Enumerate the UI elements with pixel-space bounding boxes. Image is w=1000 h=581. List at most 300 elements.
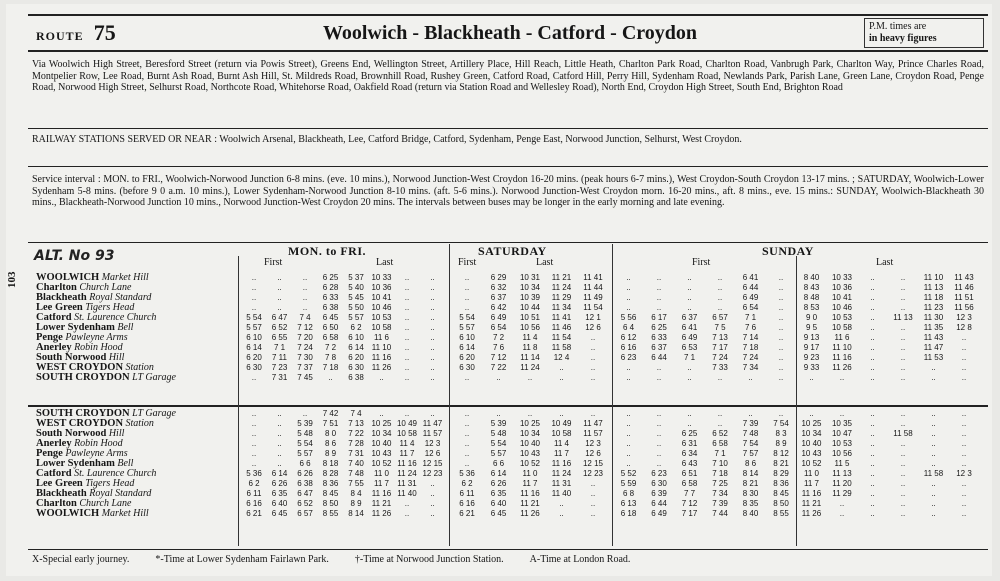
time-cell: .. bbox=[430, 273, 435, 282]
time-cell: .. bbox=[626, 283, 631, 292]
time-cell: .. bbox=[900, 333, 906, 342]
time-cell: .. bbox=[277, 409, 282, 418]
time-cell: .. bbox=[656, 419, 662, 428]
time-cell: .. bbox=[900, 303, 906, 312]
time-cell: 10 46 bbox=[831, 303, 853, 312]
time-cell: .. bbox=[656, 283, 662, 292]
time-cell: 11 40 bbox=[551, 489, 572, 498]
route-box bbox=[28, 20, 156, 46]
time-cell: 11 7 bbox=[522, 479, 538, 488]
time-cell: 10 40 bbox=[801, 439, 822, 448]
pm-note-line1: P.M. times are bbox=[869, 21, 927, 32]
time-cell: 6 58 bbox=[712, 439, 728, 448]
time-cell: 11 18 bbox=[923, 293, 944, 302]
time-cell: 6 38 bbox=[348, 373, 364, 382]
time-cell: .. bbox=[900, 459, 906, 468]
time-cell: 6 25 bbox=[322, 273, 339, 282]
time-cell: 11 31 bbox=[551, 479, 572, 488]
time-cell: 6 40 bbox=[490, 499, 507, 508]
time-cell: 12 4 bbox=[553, 353, 570, 362]
time-cell: 7 24 bbox=[742, 353, 759, 362]
time-cell: 12 3 bbox=[585, 439, 601, 448]
time-cell: .. bbox=[302, 409, 308, 418]
time-cell: 7 12 bbox=[681, 499, 698, 508]
time-cell: 11 16 bbox=[832, 353, 852, 362]
stop-row bbox=[36, 439, 236, 449]
time-cell: 9 17 bbox=[803, 343, 820, 352]
time-cell: 11 10 bbox=[371, 343, 392, 352]
time-cell: .. bbox=[870, 333, 875, 342]
time-cell: .. bbox=[251, 429, 257, 438]
time-cell: .. bbox=[900, 293, 906, 302]
time-cell: 9 13 bbox=[803, 333, 820, 342]
time-cell: .. bbox=[430, 409, 435, 418]
time-cell: 7 42 bbox=[322, 409, 339, 418]
time-cell: 6 49 bbox=[651, 509, 667, 518]
time-cell: 6 39 bbox=[651, 489, 667, 498]
sunday-last: Last bbox=[876, 257, 894, 268]
time-cell: .. bbox=[626, 419, 631, 428]
time-cell: .. bbox=[717, 273, 723, 282]
time-cell: .. bbox=[277, 419, 282, 428]
time-cell: 11 29 bbox=[551, 293, 572, 302]
time-cell: .. bbox=[900, 373, 906, 382]
time-cell: .. bbox=[251, 283, 257, 292]
time-cell: .. bbox=[778, 343, 784, 352]
divider bbox=[28, 242, 988, 243]
time-cell: .. bbox=[404, 293, 410, 302]
time-cell: 10 39 bbox=[519, 293, 541, 302]
time-cell: .. bbox=[778, 409, 784, 418]
time-cell: .. bbox=[900, 489, 906, 498]
time-cell: 11 24 bbox=[551, 469, 572, 478]
time-cell: .. bbox=[870, 303, 875, 312]
saturday-first: First bbox=[458, 257, 477, 268]
time-cell: 8 12 bbox=[773, 449, 789, 458]
route-header bbox=[28, 14, 988, 52]
time-cell: 7 40 bbox=[348, 459, 364, 468]
time-cell: 11 41 bbox=[583, 273, 603, 282]
time-cell: 11 21 bbox=[801, 499, 822, 508]
time-cell: 10 41 bbox=[371, 293, 392, 302]
time-cell: 10 52 bbox=[801, 459, 822, 468]
time-cell: .. bbox=[870, 479, 875, 488]
time-cell: 11 58 bbox=[923, 469, 944, 478]
time-cell: .. bbox=[687, 409, 692, 418]
time-cell: 8 0 bbox=[324, 429, 337, 438]
time-cell: 6 41 bbox=[742, 273, 759, 282]
time-cell: 8 28 bbox=[322, 469, 339, 478]
stop-row bbox=[36, 459, 236, 469]
stop-name: Blackheath bbox=[36, 489, 87, 499]
time-cell: 7 55 bbox=[348, 479, 364, 488]
section-sunday: SUNDAY bbox=[762, 244, 814, 258]
sunday-first: First bbox=[692, 257, 711, 268]
time-cell: 5 36 bbox=[459, 469, 475, 478]
time-cell: 8 40 bbox=[742, 509, 759, 518]
footnote-special: X-Special early journey. bbox=[32, 554, 130, 565]
time-cell: 8 55 bbox=[322, 509, 339, 518]
time-cell: 6 4 bbox=[622, 323, 635, 332]
stop-row bbox=[36, 429, 236, 439]
time-cell: 6 40 bbox=[271, 499, 288, 508]
time-cell: 6 37 bbox=[651, 343, 667, 352]
time-cell: 11 0 bbox=[804, 469, 819, 478]
time-cell: .. bbox=[404, 303, 410, 312]
stop-row bbox=[36, 509, 236, 519]
time-cell: 7 39 bbox=[742, 419, 759, 428]
time-cell: 6 41 bbox=[681, 323, 698, 332]
time-cell: 8 53 bbox=[803, 303, 820, 312]
stop-row bbox=[36, 353, 236, 363]
stop-name: SOUTH CROYDON bbox=[36, 373, 130, 383]
time-cell: .. bbox=[809, 373, 814, 382]
time-cell: .. bbox=[839, 509, 845, 518]
stop-name: Charlton bbox=[36, 283, 77, 293]
time-cell: 11 24 bbox=[551, 283, 572, 292]
time-cell: .. bbox=[464, 373, 470, 382]
time-cell: 8 14 bbox=[348, 509, 364, 518]
time-cell: 11 21 bbox=[520, 499, 540, 508]
time-cell: 11 16 bbox=[520, 489, 540, 498]
time-cell: 8 35 bbox=[742, 499, 759, 508]
time-cell: 5 39 bbox=[297, 419, 313, 428]
stop-detail: LT Garage bbox=[132, 373, 176, 383]
time-cell: 11 21 bbox=[551, 273, 572, 282]
time-cell: 6 16 bbox=[459, 499, 475, 508]
stop-row bbox=[36, 449, 236, 459]
time-cell: .. bbox=[687, 373, 692, 382]
direction-divider bbox=[28, 405, 988, 407]
stop-row bbox=[36, 333, 236, 343]
stop-name: Penge bbox=[36, 449, 63, 459]
time-cell: .. bbox=[590, 409, 596, 418]
time-cell: .. bbox=[870, 409, 875, 418]
time-cell: 11 35 bbox=[923, 323, 944, 332]
time-cell: 7 57 bbox=[742, 449, 759, 458]
time-cell: .. bbox=[464, 273, 470, 282]
time-cell: 7 6 bbox=[744, 323, 757, 332]
stop-row bbox=[36, 409, 236, 419]
time-cell: 9 23 bbox=[803, 353, 820, 362]
time-cell: .. bbox=[961, 509, 967, 518]
time-cell: .. bbox=[277, 459, 282, 468]
time-cell: 6 50 bbox=[322, 323, 339, 332]
time-cell: .. bbox=[778, 313, 784, 322]
time-cell: 11 6 bbox=[834, 333, 850, 342]
time-cell: .. bbox=[559, 509, 564, 518]
time-cell: 7 33 bbox=[712, 363, 728, 372]
time-cell: .. bbox=[900, 509, 906, 518]
monfri-last: Last bbox=[376, 257, 394, 268]
stop-name: Charlton bbox=[36, 499, 77, 509]
time-cell: .. bbox=[656, 273, 662, 282]
time-cell: 6 52 bbox=[297, 499, 313, 508]
time-cell: 6 25 bbox=[651, 323, 667, 332]
time-cell: 10 52 bbox=[371, 459, 392, 468]
time-cell: .. bbox=[931, 509, 936, 518]
time-cell: 11 23 bbox=[923, 303, 944, 312]
time-cell: .. bbox=[656, 429, 662, 438]
time-cell: .. bbox=[961, 499, 967, 508]
time-cell: 8 14 bbox=[742, 469, 759, 478]
route-label: ROUTE bbox=[36, 29, 84, 43]
route-title: Woolwich - Blackheath - Catford - Croydon bbox=[322, 21, 698, 44]
time-cell: 10 35 bbox=[831, 419, 853, 428]
time-cell: 8 21 bbox=[742, 479, 759, 488]
time-cell: .. bbox=[328, 373, 333, 382]
time-cell: 10 58 bbox=[396, 429, 418, 438]
time-cell: 6 34 bbox=[681, 449, 698, 458]
time-cell: 7 34 bbox=[742, 363, 759, 372]
time-cell: .. bbox=[931, 429, 936, 438]
stop-name: Blackheath bbox=[36, 293, 87, 303]
time-cell: .. bbox=[778, 323, 784, 332]
time-cell: 7 18 bbox=[712, 469, 728, 478]
time-cell: 11 54 bbox=[551, 333, 572, 342]
time-cell: 6 35 bbox=[271, 489, 288, 498]
time-cell: .. bbox=[931, 409, 936, 418]
time-cell: 7 51 bbox=[322, 419, 339, 428]
time-cell: 6 38 bbox=[297, 479, 313, 488]
time-cell: 12 6 bbox=[585, 323, 601, 332]
time-cell: 9 5 bbox=[805, 323, 818, 332]
time-cell: .. bbox=[656, 449, 662, 458]
time-cell: .. bbox=[559, 373, 564, 382]
time-cell: .. bbox=[870, 323, 875, 332]
time-cell: 11 47 bbox=[422, 419, 443, 428]
time-cell: 6 20 bbox=[348, 353, 364, 362]
time-cell: .. bbox=[496, 373, 501, 382]
time-cell: 7 24 bbox=[297, 343, 313, 352]
time-cell: 7 1 bbox=[714, 449, 726, 458]
time-cell: .. bbox=[748, 409, 753, 418]
time-cell: .. bbox=[626, 293, 631, 302]
time-cell: 11 7 bbox=[399, 449, 415, 458]
time-cell: 6 57 bbox=[297, 509, 313, 518]
time-cell: 7 25 bbox=[712, 479, 728, 488]
time-cell: 11 53 bbox=[923, 353, 944, 362]
time-cell: 10 49 bbox=[551, 419, 572, 428]
time-cell: 11 6 bbox=[374, 333, 389, 342]
time-cell: .. bbox=[251, 273, 257, 282]
time-cell: 8 6 bbox=[324, 439, 337, 448]
time-cell: .. bbox=[870, 293, 875, 302]
time-cell: 7 20 bbox=[297, 333, 313, 342]
stop-detail: Bell bbox=[117, 323, 134, 333]
time-cell: 11 13 bbox=[923, 283, 944, 292]
time-cell: 7 54 bbox=[773, 419, 789, 428]
time-cell: .. bbox=[277, 303, 282, 312]
time-cell: 6 53 bbox=[681, 343, 698, 352]
time-cell: .. bbox=[626, 409, 631, 418]
stop-detail: Station bbox=[125, 419, 154, 429]
stop-detail: Bell bbox=[117, 459, 134, 469]
time-cell: .. bbox=[931, 489, 936, 498]
time-cell: 7 37 bbox=[297, 363, 313, 372]
time-cell: .. bbox=[590, 333, 596, 342]
time-cell: 6 10 bbox=[459, 333, 475, 342]
time-cell: .. bbox=[870, 489, 875, 498]
time-cell: .. bbox=[430, 353, 435, 362]
time-cell: 11 47 bbox=[923, 343, 944, 352]
time-cell: .. bbox=[404, 313, 410, 322]
time-cell: .. bbox=[931, 439, 936, 448]
time-cell: 11 58 bbox=[551, 343, 572, 352]
page-number: 103 bbox=[6, 271, 18, 288]
time-cell: .. bbox=[931, 363, 936, 372]
time-cell: .. bbox=[870, 313, 875, 322]
time-cell: .. bbox=[778, 363, 784, 372]
time-cell: 6 33 bbox=[651, 333, 667, 342]
time-cell: 11 14 bbox=[520, 353, 540, 362]
footnote-lower-sydenham: *-Time at Lower Sydenham Fairlawn Park. bbox=[155, 554, 329, 565]
stop-row bbox=[36, 373, 236, 383]
time-cell: .. bbox=[464, 449, 470, 458]
time-cell: 11 13 bbox=[832, 469, 852, 478]
time-cell: 11 7 bbox=[374, 479, 389, 488]
time-cell: 8 50 bbox=[773, 499, 789, 508]
time-cell: .. bbox=[870, 439, 875, 448]
time-cell: 6 13 bbox=[620, 499, 637, 508]
time-cell: .. bbox=[430, 499, 435, 508]
time-cell: 6 43 bbox=[681, 459, 698, 468]
time-cell: 7 4 bbox=[299, 313, 311, 322]
time-cell: .. bbox=[404, 343, 410, 352]
time-cell: .. bbox=[559, 499, 564, 508]
divider bbox=[28, 549, 988, 550]
time-cell: .. bbox=[277, 449, 282, 458]
time-cell: 11 7 bbox=[804, 479, 819, 488]
time-cell: .. bbox=[277, 283, 282, 292]
time-cell: 8 30 bbox=[742, 489, 759, 498]
time-cell: 11 46 bbox=[551, 323, 572, 332]
time-cell: 5 48 bbox=[490, 429, 507, 438]
time-cell: 7 5 bbox=[714, 323, 726, 332]
time-cell: .. bbox=[590, 353, 596, 362]
time-cell: 12 23 bbox=[582, 469, 604, 478]
time-cell: .. bbox=[656, 373, 662, 382]
time-cell: 7 45 bbox=[297, 373, 313, 382]
time-cell: 6 38 bbox=[322, 303, 339, 312]
time-cell: 6 32 bbox=[490, 283, 507, 292]
railway-stations: RAILWAY STATIONS SERVED OR NEAR : Woolwich Arsenal, Blackheath, Lee, Catford Bridge, Catford, Sydenham, Penge East, Norwood Junction, Selhurst, West Croydon. bbox=[32, 134, 742, 145]
stop-detail: Market Hill bbox=[101, 273, 149, 283]
stop-row bbox=[36, 313, 236, 323]
divider bbox=[28, 166, 988, 167]
time-cell: 6 44 bbox=[651, 353, 667, 362]
stop-name: South Norwood bbox=[36, 353, 107, 363]
time-cell: .. bbox=[430, 489, 435, 498]
time-cell: 12 6 bbox=[424, 449, 441, 458]
time-cell: .. bbox=[870, 429, 875, 438]
time-cell: 8 36 bbox=[773, 479, 789, 488]
time-cell: 11 54 bbox=[583, 303, 603, 312]
pm-note-line2: in heavy figures bbox=[869, 33, 937, 44]
time-cell: 7 22 bbox=[348, 429, 364, 438]
time-cell: .. bbox=[404, 323, 410, 332]
column-divider bbox=[612, 244, 613, 546]
timetable-sheet bbox=[6, 4, 992, 576]
stop-detail: Station bbox=[125, 363, 154, 373]
time-cell: 11 43 bbox=[923, 333, 944, 342]
time-cell: 11 21 bbox=[371, 499, 392, 508]
time-cell: 12 8 bbox=[956, 323, 972, 332]
time-cell: 6 58 bbox=[681, 479, 698, 488]
time-cell: 6 45 bbox=[271, 509, 288, 518]
time-cell: .. bbox=[590, 363, 596, 372]
time-cell: 6 8 bbox=[622, 489, 635, 498]
time-cell: .. bbox=[961, 449, 967, 458]
time-cell: 8 50 bbox=[322, 499, 339, 508]
stop-name: WOOLWICH bbox=[36, 273, 100, 283]
stop-row bbox=[36, 469, 236, 479]
time-cell: 6 14 bbox=[246, 343, 262, 352]
time-cell: 10 58 bbox=[371, 323, 392, 332]
time-cell: .. bbox=[430, 283, 435, 292]
time-cell: .. bbox=[687, 283, 692, 292]
time-cell: 6 54 bbox=[742, 303, 759, 312]
time-cell: 10 46 bbox=[371, 303, 392, 312]
time-cell: 11 4 bbox=[399, 439, 415, 448]
time-cell: .. bbox=[870, 499, 875, 508]
time-cell: 8 29 bbox=[773, 469, 789, 478]
time-cell: .. bbox=[961, 489, 967, 498]
time-cell: 7 13 bbox=[712, 333, 728, 342]
stop-row bbox=[36, 419, 236, 429]
time-cell: .. bbox=[900, 419, 906, 428]
time-cell: 11 46 bbox=[954, 283, 974, 292]
stop-name: Anerley bbox=[36, 439, 72, 449]
time-cell: 6 30 bbox=[651, 479, 667, 488]
pm-note bbox=[864, 18, 984, 48]
time-cell: .. bbox=[464, 439, 470, 448]
time-cell: 11 4 bbox=[522, 333, 538, 342]
stop-name: SOUTH CROYDON bbox=[36, 409, 130, 419]
time-cell: .. bbox=[590, 509, 596, 518]
time-cell: 11 26 bbox=[832, 363, 852, 372]
time-cell: 6 44 bbox=[651, 499, 667, 508]
time-cell: .. bbox=[251, 293, 257, 302]
time-cell: .. bbox=[900, 273, 906, 282]
time-cell: 11 7 bbox=[554, 449, 569, 458]
time-cell: 10 36 bbox=[831, 283, 853, 292]
time-cell: 11 13 bbox=[893, 313, 913, 322]
time-cell: 7 18 bbox=[322, 363, 339, 372]
time-cell: 11 34 bbox=[551, 303, 572, 312]
stop-name: Catford bbox=[36, 469, 72, 479]
time-cell: 5 36 bbox=[246, 469, 262, 478]
time-cell: 10 25 bbox=[371, 419, 392, 428]
time-cell: 11 31 bbox=[397, 479, 417, 488]
stop-detail: St. Laurence Church bbox=[74, 469, 157, 479]
time-cell: 7 8 bbox=[324, 353, 337, 362]
time-cell: .. bbox=[626, 429, 631, 438]
time-cell: 11 30 bbox=[923, 313, 944, 322]
stop-name: Lower Sydenham bbox=[36, 459, 115, 469]
time-cell: 6 16 bbox=[246, 499, 262, 508]
time-cell: 6 14 bbox=[271, 469, 288, 478]
handwritten-note: ALT. No 93 bbox=[34, 248, 115, 264]
stop-detail: Royal Standard bbox=[89, 489, 152, 499]
time-cell: .. bbox=[430, 363, 435, 372]
time-cell: .. bbox=[870, 373, 875, 382]
time-cell: 7 11 bbox=[272, 353, 287, 362]
time-cell: .. bbox=[626, 303, 631, 312]
stop-row bbox=[36, 499, 236, 509]
time-cell: 10 34 bbox=[801, 429, 822, 438]
time-cell: 6 10 bbox=[348, 333, 364, 342]
